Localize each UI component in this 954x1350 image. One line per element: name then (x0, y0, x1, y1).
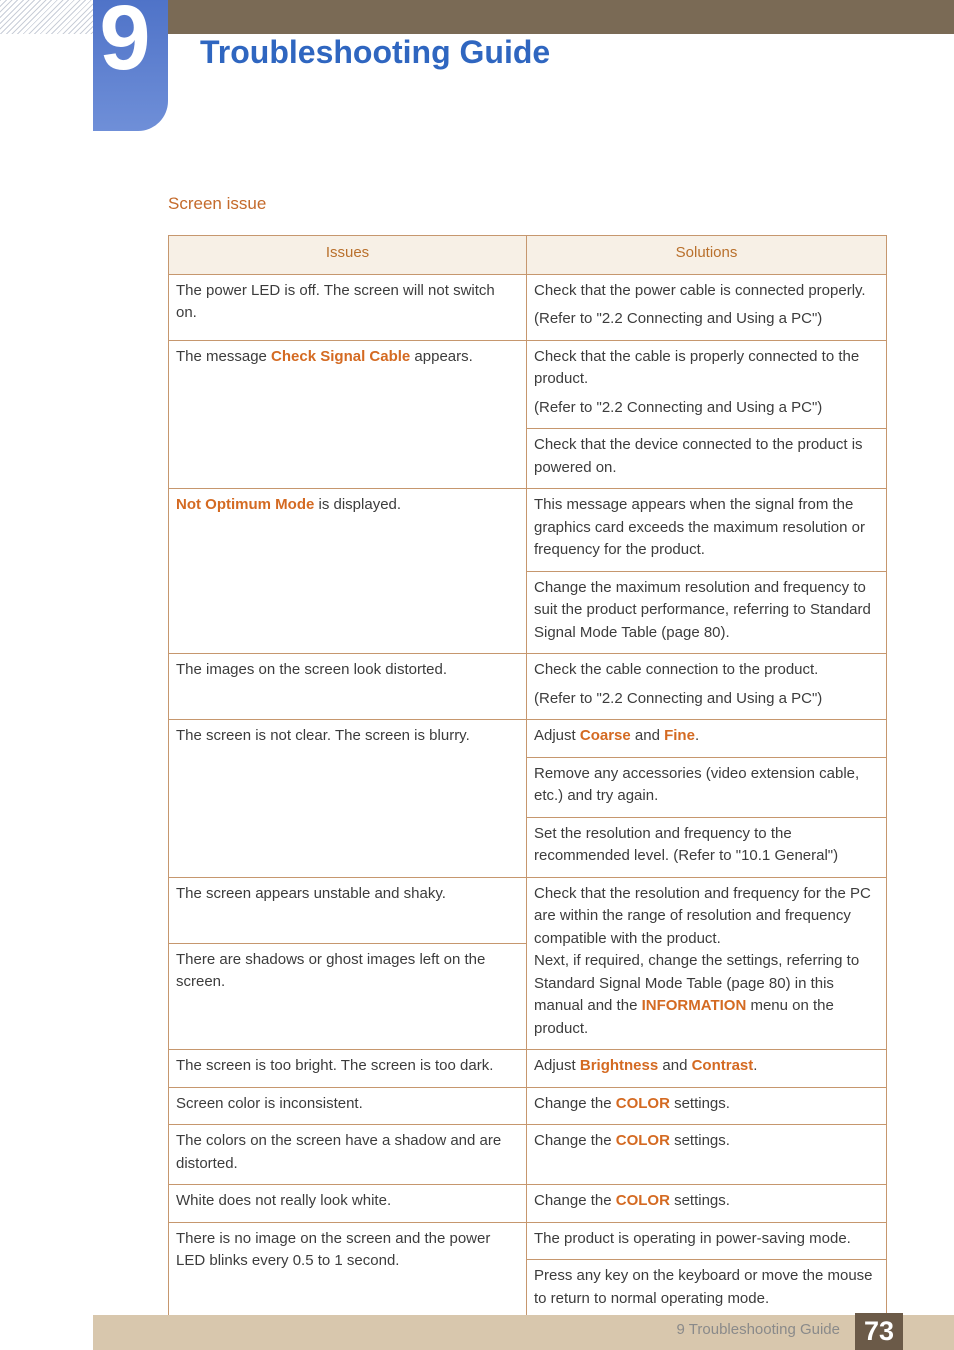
issue-text: Screen color is inconsistent. (176, 1094, 363, 1112)
solution-text: Check that the power cable is connected properly. (534, 281, 866, 299)
solution-cell (527, 720, 887, 758)
solution-text: Check that the resolution and frequency for the PC are within the range of resolution and frequency compatible with the product. (534, 884, 871, 947)
solution-cell (527, 1050, 887, 1088)
table-row (169, 720, 887, 758)
solution-cell (527, 1222, 887, 1260)
solution-cell (527, 429, 887, 489)
footer-chapter-label: 9 Troubleshooting Guide (676, 1321, 840, 1338)
issue-text: White does not really look white. (176, 1192, 392, 1209)
solution-text: This message appears when the signal from the graphics card exceeds the maximum resolution or frequency for the product. (534, 496, 865, 558)
solution-cell (527, 1125, 887, 1185)
solution-text: Adjust (534, 727, 580, 744)
solution-text: Change the maximum resolution and frequency to suit the product performance, referring to Standard Signal Mode Table (page 80). (534, 578, 871, 641)
solution-text: . (753, 1057, 758, 1074)
issue-cell (169, 654, 527, 720)
solution-highlight: INFORMATION (641, 997, 747, 1014)
solution-cell (527, 1260, 887, 1320)
solution-text: Change the (534, 1094, 616, 1112)
solution-cell (527, 1087, 887, 1125)
solution-highlight: Contrast (691, 1057, 754, 1074)
solution-highlight: Brightness (579, 1057, 659, 1074)
issue-text: The screen is too bright. The screen is too dark. (176, 1057, 494, 1074)
solution-cell (527, 274, 887, 340)
issue-text: appears. (410, 347, 473, 365)
issue-cell (169, 340, 527, 489)
table-row (169, 1087, 887, 1125)
issue-highlight: Check Signal Cable (271, 347, 411, 365)
table-row (169, 274, 887, 340)
solution-text: The product is operating in power-saving mode. (534, 1229, 851, 1247)
issue-cell (169, 877, 527, 943)
solution-text: Check the cable connection to the product. (534, 661, 819, 678)
solution-text: Adjust (534, 1057, 580, 1074)
table-row (169, 877, 887, 943)
table-row (169, 1222, 887, 1260)
header-hatch-decoration (0, 0, 93, 34)
column-header-solutions: Solutions (527, 236, 887, 275)
issue-cell (169, 1050, 527, 1088)
table-row (169, 654, 887, 720)
issue-text: There is no image on the screen and the power LED blinks every 0.5 to 1 second. (176, 1229, 491, 1269)
solution-cell (527, 654, 887, 720)
solution-text: Change the (534, 1192, 616, 1209)
solution-text: settings. (669, 1192, 730, 1209)
issue-cell (169, 1185, 527, 1223)
issue-cell (169, 274, 527, 340)
solution-cell (527, 817, 887, 877)
solution-text: settings. (669, 1094, 730, 1112)
issue-cell (169, 1087, 527, 1125)
table-header-row (169, 236, 887, 275)
solution-text: Set the resolution and frequency to the recommended level. (Refer to "10.1 General") (534, 824, 839, 864)
solution-highlight: Fine (664, 727, 695, 744)
solution-reference: (Refer to "2.2 Connecting and Using a PC") (534, 310, 823, 327)
table-row (169, 1125, 887, 1185)
issue-cell (169, 1222, 527, 1320)
issue-highlight: Not Optimum Mode (176, 496, 315, 513)
solution-cell (527, 489, 887, 572)
chapter-badge (93, 0, 168, 131)
solution-text: Remove any accessories (video extension cable, etc.) and try again. (534, 764, 860, 804)
solution-text: settings. (669, 1132, 730, 1149)
table-row (169, 340, 887, 429)
solution-text: Next, if required, change the settings, referring to Standard Signal Mode Table (page 80) in this manual and the (534, 952, 860, 1014)
solution-text: and (630, 727, 665, 744)
solution-text: Press any key on the keyboard or move the mouse to return to normal operating mode. (534, 1267, 873, 1307)
issue-cell (169, 943, 527, 1049)
issue-text: The colors on the screen have a shadow and are distorted. (176, 1132, 502, 1172)
issue-text: The power LED is off. The screen will not switch on. (176, 281, 495, 321)
table-row (169, 1185, 887, 1223)
issue-text: The screen appears unstable and shaky. (176, 884, 446, 902)
solution-highlight: COLOR (615, 1192, 670, 1209)
page-number: 73 (855, 1313, 903, 1350)
solution-cell (527, 1185, 887, 1223)
chapter-title: Troubleshooting Guide (200, 34, 551, 70)
issue-text: There are shadows or ghost images left on the screen. (176, 950, 486, 991)
solution-reference: (Refer to "2.2 Connecting and Using a PC") (534, 398, 823, 416)
table-row (169, 1050, 887, 1088)
solution-text: . (694, 727, 700, 744)
issue-text: The images on the screen look distorted. (176, 661, 447, 678)
chapter-number: 9 (99, 0, 149, 89)
issue-cell (169, 720, 527, 878)
solution-highlight: COLOR (615, 1094, 670, 1112)
solution-cell (527, 340, 887, 429)
solution-highlight: Coarse (579, 727, 631, 744)
issue-text: The screen is not clear. The screen is blurry. (176, 727, 470, 744)
solution-text: and (658, 1057, 692, 1074)
table-row (169, 489, 887, 572)
issue-text: The message (176, 347, 272, 365)
solution-text: menu on the product. (534, 997, 834, 1037)
column-header-issues: Issues (169, 236, 527, 275)
solution-text: Check that the cable is properly connected to the product. (534, 347, 860, 387)
issue-cell (169, 1125, 527, 1185)
solution-highlight: COLOR (615, 1132, 670, 1149)
issue-cell (169, 489, 527, 654)
troubleshooting-table (168, 235, 887, 1320)
section-title: Screen issue (168, 194, 267, 213)
solution-reference: (Refer to "2.2 Connecting and Using a PC") (534, 689, 823, 707)
solution-cell (527, 757, 887, 817)
solution-text: Check that the device connected to the product is powered on. (534, 436, 863, 476)
header-bar (168, 0, 954, 34)
solution-cell (527, 877, 887, 1050)
solution-text: Change the (534, 1132, 616, 1149)
issue-text: is displayed. (314, 496, 402, 513)
solution-cell (527, 571, 887, 654)
